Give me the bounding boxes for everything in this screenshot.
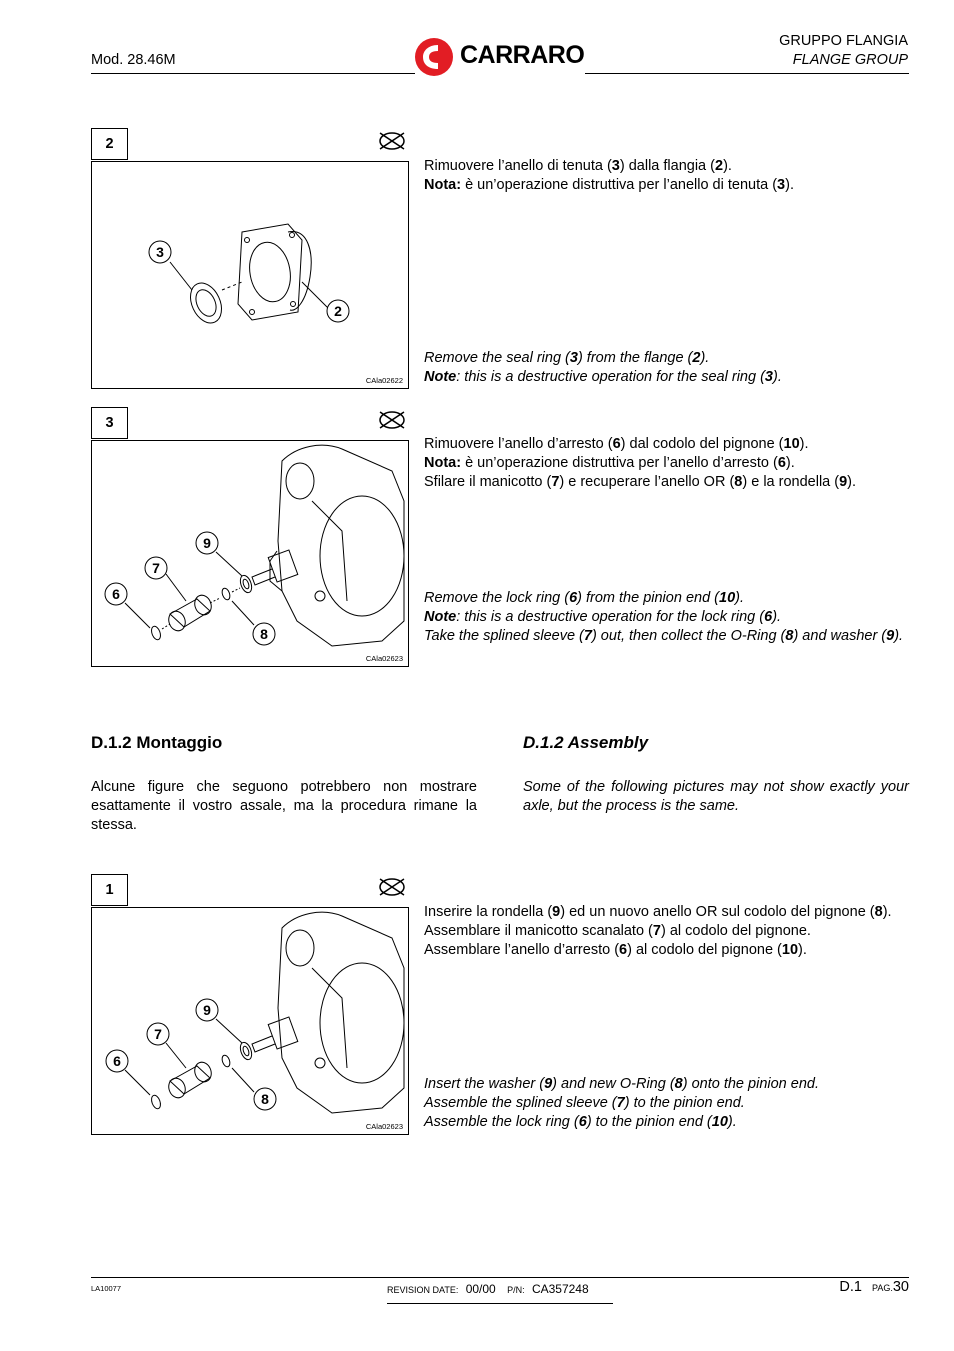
callout-3 — [149, 241, 171, 263]
bold-run: 9 — [886, 628, 895, 644]
text-run: Remove the lock ring ( — [424, 590, 570, 606]
text-line — [424, 368, 914, 387]
text-line — [424, 627, 914, 646]
text-run: Assemblare l’anello d’arresto ( — [424, 942, 620, 958]
figure-code: CAla02622 — [365, 376, 403, 385]
text-run: ). — [723, 158, 732, 174]
bold-run: 7 — [652, 923, 661, 939]
text-run: ) onto the pinion end. — [682, 1076, 819, 1092]
text-line — [424, 157, 914, 176]
svg-text:8: 8 — [261, 1091, 269, 1107]
text-line — [424, 922, 914, 941]
bold-run: 10 — [781, 942, 799, 958]
fig3-text-en — [424, 589, 914, 646]
bold-run: 9 — [552, 904, 561, 920]
bold-run: 3 — [777, 177, 786, 193]
text-line — [424, 435, 914, 454]
svg-text:9: 9 — [203, 1002, 211, 1018]
text-run: ) to the pinion end ( — [586, 1114, 712, 1130]
pn-label: P/N: — [507, 1285, 525, 1295]
text-line — [424, 1094, 914, 1113]
bold-run: 7 — [583, 628, 592, 644]
text-run: ). — [798, 942, 807, 958]
svg-text:7: 7 — [154, 1026, 162, 1042]
fig1-text-it — [424, 903, 914, 960]
text-run: ). — [735, 590, 744, 606]
svg-text:6: 6 — [113, 1053, 121, 1069]
text-run: Remove the seal ring ( — [424, 350, 570, 366]
bold-run: 6 — [764, 609, 773, 625]
text-line — [424, 608, 914, 627]
bold-run: 7 — [616, 1095, 625, 1111]
revision-label: REVISION DATE: — [387, 1285, 459, 1295]
figure-code: CAla02623 — [365, 1122, 403, 1131]
text-run: è un’operazione distruttiva per l’anello d’arresto ( — [461, 455, 778, 471]
pinion-sleeve-drawing — [92, 908, 408, 1134]
carraro-logo — [414, 37, 586, 77]
footer-page — [839, 1279, 909, 1295]
text-run: ). — [799, 436, 809, 452]
bold-run: 6 — [777, 455, 786, 471]
text-run: ) ed un nuovo anello OR sul codolo del pignone ( — [560, 904, 875, 920]
bold-run: 3 — [569, 350, 578, 366]
bold-run: 2 — [692, 350, 701, 366]
bold-run: 8 — [674, 1076, 683, 1092]
text-run: Assemble the lock ring ( — [424, 1114, 579, 1130]
footer-revision-underline — [387, 1303, 613, 1304]
text-run: ). — [727, 1114, 737, 1130]
bold-run: 6 — [569, 590, 578, 606]
text-run: Rimuovere l’anello di tenuta ( — [424, 158, 612, 174]
section-title-it: D.1.2 Montaggio — [91, 733, 223, 752]
figure-number: 1 — [91, 874, 128, 906]
callout-8 — [253, 623, 275, 645]
figure-number: 3 — [91, 407, 128, 439]
text-run: Sfilare il manicotto ( — [424, 474, 552, 490]
svg-text:7: 7 — [152, 560, 160, 576]
text-run: ) al codolo del pignone. — [660, 923, 811, 939]
bold-run: 6 — [578, 1114, 587, 1130]
section-title-en: D.1.2 Assembly — [523, 733, 649, 752]
bold-run: 8 — [874, 904, 883, 920]
svg-text:2: 2 — [334, 303, 342, 319]
text-line — [424, 589, 914, 608]
fig3-text-it — [424, 435, 914, 492]
bold-run: 3 — [611, 158, 620, 174]
figure-1 — [91, 874, 409, 1135]
footer-doc-code: LA10077 — [91, 1284, 122, 1293]
bold-run: 10 — [711, 1114, 728, 1130]
pn-value: CA357248 — [531, 1282, 589, 1296]
bold-run: Nota: — [424, 177, 462, 193]
text-run: ). — [894, 628, 904, 644]
callout-2 — [327, 300, 349, 322]
text-run: ). — [773, 369, 782, 385]
text-run: ) and washer ( — [793, 628, 887, 644]
text-run: ) e la rondella ( — [742, 474, 840, 490]
svg-text:3: 3 — [156, 244, 164, 260]
text-run: è un’operazione distruttiva per l’anello di tenuta ( — [461, 177, 778, 193]
fig1-text-en — [424, 1075, 914, 1132]
page-label: PAG. — [872, 1283, 893, 1293]
text-run: ) al codolo del pignone ( — [627, 942, 782, 958]
bold-run: 10 — [719, 590, 736, 606]
figure-3 — [91, 407, 409, 667]
text-run: ) and new O-Ring ( — [552, 1076, 675, 1092]
text-line — [424, 941, 914, 960]
callout-6 — [105, 583, 127, 605]
bold-run: 6 — [612, 436, 621, 452]
text-run: : this is a destructive operation for the lock ring ( — [456, 609, 765, 625]
text-run: : this is a destructive operation for the seal ring ( — [456, 369, 765, 385]
bold-run: 10 — [783, 436, 800, 452]
callout-8 — [254, 1088, 276, 1110]
footer-revision — [387, 1282, 589, 1296]
header-rule-left — [91, 73, 415, 74]
text-run: ). — [785, 455, 795, 471]
footer-rule — [91, 1277, 909, 1278]
text-run: ) e recuperare l’anello OR ( — [559, 474, 735, 490]
bold-run: 8 — [734, 474, 743, 490]
bold-run: 6 — [619, 942, 628, 958]
bold-run: Note — [424, 609, 457, 625]
group-title-en: FLANGE GROUP — [792, 52, 908, 68]
text-line — [424, 1113, 914, 1132]
bold-run: 8 — [785, 628, 794, 644]
disassembly-tool-icon — [377, 409, 407, 431]
text-run: ) from the flange ( — [577, 350, 693, 366]
fig2-text-it — [424, 157, 914, 195]
bold-run: 9 — [839, 474, 848, 490]
group-title — [779, 32, 908, 70]
text-run: ) out, then collect the O-Ring ( — [591, 628, 786, 644]
callout-7 — [145, 557, 167, 579]
text-run: ). — [700, 350, 710, 366]
svg-text:8: 8 — [260, 626, 268, 642]
text-line — [424, 349, 914, 368]
text-run: ) dal codolo del pignone ( — [620, 436, 784, 452]
text-line — [424, 176, 914, 195]
figure-drawing — [91, 907, 409, 1135]
footer-section: D.1 — [839, 1279, 862, 1295]
text-run: Assemblare il manicotto scanalato ( — [424, 923, 653, 939]
text-line — [424, 1075, 914, 1094]
pinion-sleeve-drawing — [92, 441, 408, 666]
text-run: Take the splined sleeve ( — [424, 628, 584, 644]
text-line — [424, 473, 914, 492]
model-label: Mod. 28.46M — [91, 52, 176, 68]
bold-run: Nota: — [424, 455, 462, 471]
revision-value: 00/00 — [465, 1282, 496, 1296]
text-run: ). — [772, 609, 782, 625]
bold-run: 3 — [764, 369, 773, 385]
callout-6 — [106, 1050, 128, 1072]
text-run: ) from the pinion end ( — [577, 590, 719, 606]
callout-7 — [147, 1023, 169, 1045]
bold-run: 9 — [544, 1076, 553, 1092]
section-intro-en: Some of the following pictures may not show exactly your axle, but the process is the same. — [523, 779, 909, 814]
text-line — [424, 903, 914, 922]
bold-run: 7 — [551, 474, 560, 490]
text-run: ). — [882, 904, 892, 920]
section-intro-it: Alcune figure che seguono potrebbero non mostrare esattamente il vostro assale, ma la procedura rimane la stessa. — [91, 779, 477, 833]
text-run: Inserire la rondella ( — [424, 904, 553, 920]
brand-name: CARRARO — [460, 41, 585, 69]
figure-code: CAla02623 — [365, 654, 403, 663]
text-run: ). — [847, 474, 857, 490]
bold-run: Note — [424, 369, 457, 385]
flange-seal-drawing — [92, 162, 408, 388]
text-run: Assemble the splined sleeve ( — [424, 1095, 617, 1111]
text-run: Insert the washer ( — [424, 1076, 545, 1092]
text-run: ) to the pinion end. — [624, 1095, 745, 1111]
svg-text:9: 9 — [203, 535, 211, 551]
page-number: 30 — [892, 1279, 909, 1295]
fig2-text-en — [424, 349, 914, 387]
group-title-it: GRUPPO FLANGIA — [779, 33, 908, 49]
figure-2 — [91, 128, 409, 389]
assembly-tool-icon — [377, 876, 407, 898]
text-line — [424, 454, 914, 473]
callout-9 — [196, 999, 218, 1021]
figure-drawing — [91, 440, 409, 667]
text-run: ) dalla flangia ( — [619, 158, 715, 174]
svg-text:6: 6 — [112, 586, 120, 602]
figure-drawing — [91, 161, 409, 389]
text-run: Rimuovere l’anello d’arresto ( — [424, 436, 613, 452]
disassembly-tool-icon — [377, 130, 407, 152]
header-rule-right — [585, 73, 909, 74]
figure-number: 2 — [91, 128, 128, 160]
callout-9 — [196, 532, 218, 554]
bold-run: 2 — [714, 158, 724, 174]
text-run: ). — [785, 177, 794, 193]
